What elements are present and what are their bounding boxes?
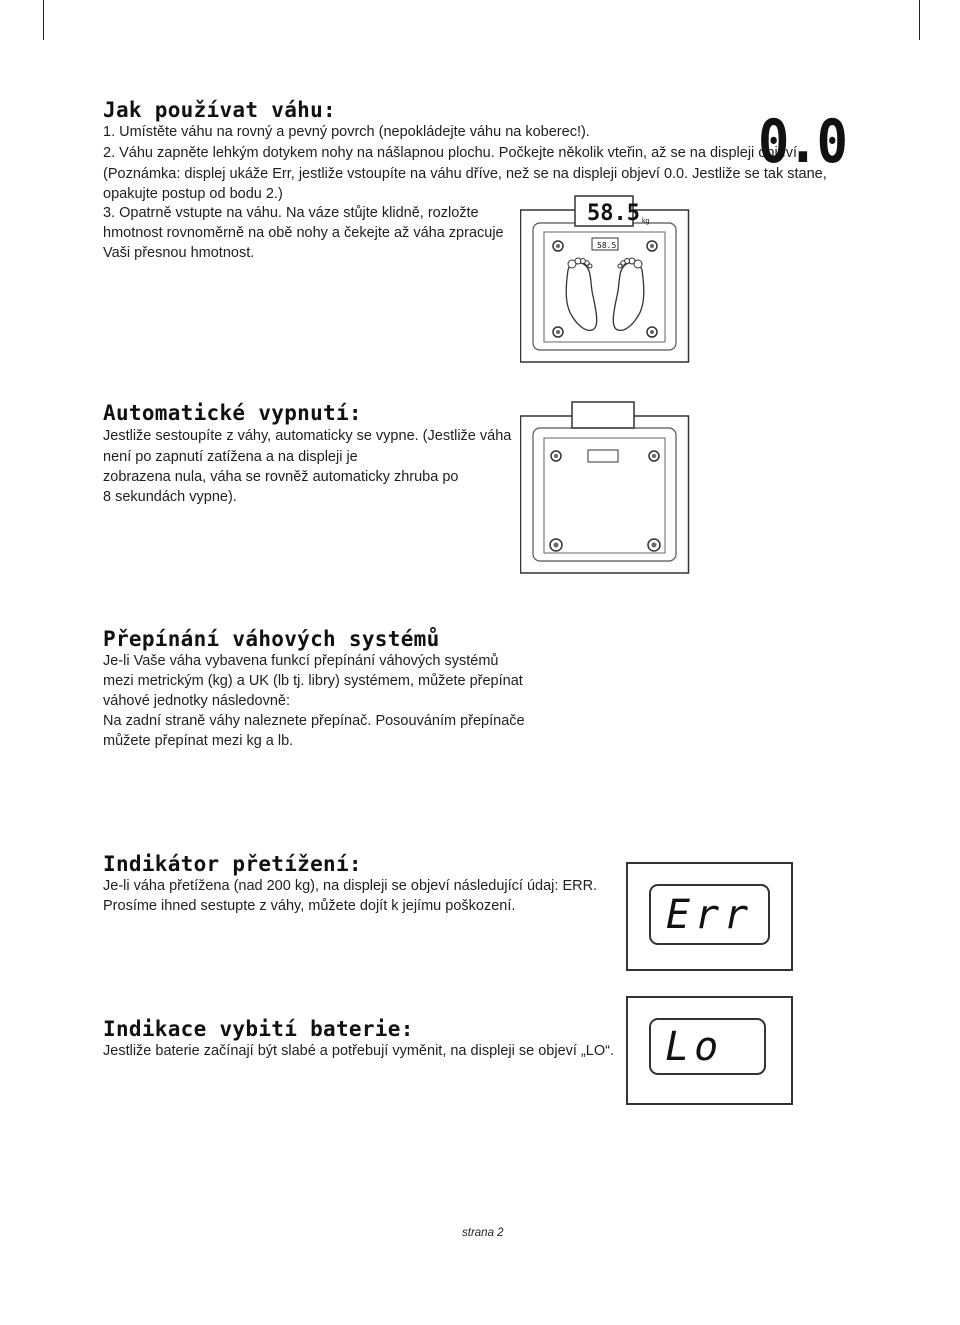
heading-how-to-use: Jak používat váhu: (103, 98, 336, 122)
text-line: Je-li Vaše váha vybavena funkcí přepínání váhových systémů (103, 653, 499, 669)
text-line: 8 sekundách vypne). (103, 489, 237, 505)
err-display: Err (665, 891, 754, 938)
heading-auto-off: Automatické vypnutí: (103, 401, 362, 425)
heading-unit-switch: Přepínání váhových systémů (103, 627, 440, 651)
crop-mark (919, 0, 920, 40)
display-reading-zero: 0.0 (758, 108, 846, 177)
overload-display-figure (626, 862, 793, 971)
small-display-value: 58.5 (597, 241, 617, 250)
lcd-screen (649, 1018, 766, 1075)
text-line: můžete přepínat mezi kg a lb. (103, 733, 294, 749)
text-line: mezi metrickým (kg) a UK (lb tj. libry) systémem, můžete přepínat (103, 673, 523, 689)
heading-overload: Indikátor přetížení: (103, 852, 362, 876)
text-line: Jestliže baterie začínají být slabé a potřebují vyměnit, na displeji se objeví „LO“. (103, 1043, 614, 1059)
text-line: zobrazena nula, váha se rovněž automaticky zhruba po (103, 469, 459, 485)
empty-scale-figure (520, 400, 690, 575)
display-value: 58.5 (587, 201, 640, 226)
text-line: není po zapnutí zatížena a na displeji je (103, 449, 358, 465)
text-line: opakujte postup od bodu 2.) (103, 186, 283, 202)
text-line: Vaši přesnou hmotnost. (103, 245, 255, 261)
text-line: hmotnost rovnoměrně na obě nohy a čekejte až váha zpracuje (103, 225, 504, 241)
scale-with-feet-figure (520, 192, 690, 364)
text-line: Prosíme ihned sestupte z váhy, můžete dojít k jejímu poškození. (103, 898, 516, 914)
lcd-screen (649, 884, 770, 945)
lo-display: Lo (665, 1023, 724, 1070)
page-number: strana 2 (462, 1227, 504, 1239)
text-line: Je-li váha přetížena (nad 200 kg), na displeji se objeví následující údaj: ERR. (103, 878, 598, 894)
unit-label: kg (642, 218, 650, 225)
crop-mark (43, 0, 44, 40)
text-line: váhové jednotky následovně: (103, 693, 291, 709)
text-line: Jestliže sestoupíte z váhy, automaticky se vypne. (Jestliže váha (103, 428, 512, 444)
text-line: 3. Opatrně vstupte na váhu. Na váze stůjte klidně, rozložte (103, 205, 479, 221)
text-line: 1. Umístěte váhu na rovný a pevný povrch (nepokládejte váhu na koberec!). (103, 124, 590, 140)
battery-display-figure (626, 996, 793, 1105)
text-line: Na zadní straně váhy naleznete přepínač. Posouváním přepínače (103, 713, 525, 729)
heading-battery: Indikace vybití baterie: (103, 1017, 414, 1041)
text-line: (Poznámka: displej ukáže Err, jestliže vstoupíte na váhu dříve, než se na displeji objeví 0.0. Jestliže se tak stane, (103, 166, 827, 182)
text-line: 2. Váhu zapněte lehkým dotykem nohy na nášlapnou plochu. Počkejte několik vteřin, až se na displeji objeví (103, 145, 798, 161)
